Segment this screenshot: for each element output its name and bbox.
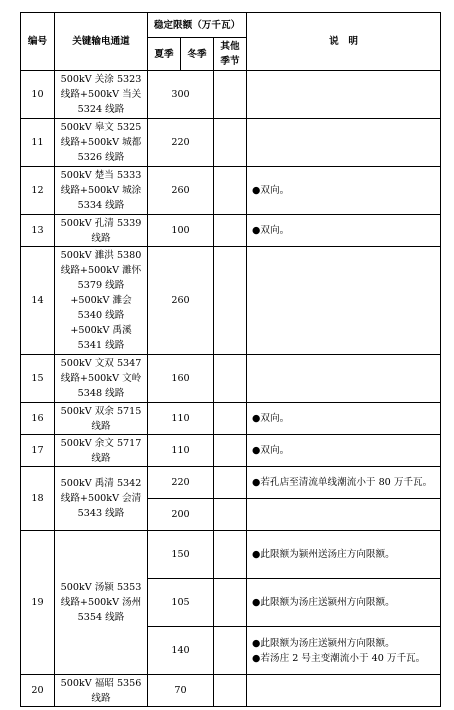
- row-note: [247, 675, 441, 707]
- row-note: ●双向。: [247, 435, 441, 467]
- row-other: [214, 247, 247, 355]
- table-row: [21, 675, 441, 707]
- table-row: [21, 215, 441, 247]
- row-no: 15: [21, 355, 55, 403]
- row-channel: 500kV 关涂 5323 线路+500kV 当关 5324 线路: [55, 71, 148, 119]
- table-row: [21, 403, 441, 435]
- row-note: ●若孔店至清流单线潮流小于 80 万千瓦。: [247, 467, 441, 499]
- row-other: [214, 675, 247, 707]
- row-other: [214, 71, 247, 119]
- row-no: 11: [21, 119, 55, 167]
- table-row: [21, 167, 441, 215]
- table-row: [21, 71, 441, 119]
- row-other: [214, 579, 247, 627]
- header-no: 编号: [21, 13, 55, 71]
- row-no: 17: [21, 435, 55, 467]
- row-note: [247, 355, 441, 403]
- row-limit: 260: [148, 167, 214, 215]
- row-limit: 140: [148, 627, 214, 675]
- row-limit: 110: [148, 435, 214, 467]
- row-other: [214, 499, 247, 531]
- header-winter: 冬季: [181, 38, 214, 71]
- row-other: [214, 215, 247, 247]
- row-note: ●双向。: [247, 167, 441, 215]
- table-row: [21, 467, 441, 499]
- row-channel: 500kV 孔清 5339 线路: [55, 215, 148, 247]
- row-limit: 260: [148, 247, 214, 355]
- header-channel: 关键输电通道: [55, 13, 148, 71]
- header-limit: 稳定限额（万千瓦）: [148, 13, 247, 38]
- row-limit: 200: [148, 499, 214, 531]
- row-note: ●双向。: [247, 403, 441, 435]
- table-row: [21, 435, 441, 467]
- row-note: [247, 247, 441, 355]
- row-note: [247, 627, 441, 675]
- row-note: ●此限额为汤庄送颍州方向限额。: [247, 579, 441, 627]
- row-limit: 220: [148, 467, 214, 499]
- row-other: [214, 531, 247, 579]
- row-no: 19: [21, 531, 55, 675]
- row-note-line: ●若汤庄 2 号主变潮流小于 40 万千瓦。: [252, 652, 426, 664]
- row-limit: 300: [148, 71, 214, 119]
- row-channel: 500kV 濉洪 5380 线路+500kV 濉怀 5379 线路 +500kV 濉会 5340 线路 +500kV 禹溪 5341 线路: [55, 247, 148, 355]
- table-row: [21, 355, 441, 403]
- row-note: [247, 499, 441, 531]
- row-note: ●双向。: [247, 215, 441, 247]
- row-limit: 160: [148, 355, 214, 403]
- stability-limit-table: [20, 12, 441, 707]
- row-channel: 500kV 楚当 5333 线路+500kV 城涂 5334 线路: [55, 167, 148, 215]
- row-channel: 500kV 文双 5347 线路+500kV 文岭 5348 线路: [55, 355, 148, 403]
- row-note: [247, 71, 441, 119]
- row-limit: 220: [148, 119, 214, 167]
- table-row: [21, 531, 441, 579]
- row-limit: 70: [148, 675, 214, 707]
- row-other: [214, 355, 247, 403]
- header-note: 说 明: [247, 13, 441, 71]
- row-channel: 500kV 双余 5715 线路: [55, 403, 148, 435]
- table-row: [21, 247, 441, 355]
- row-other: [214, 435, 247, 467]
- row-no: 20: [21, 675, 55, 707]
- header-summer: 夏季: [148, 38, 181, 71]
- row-other: [214, 403, 247, 435]
- row-limit: 150: [148, 531, 214, 579]
- row-no: 13: [21, 215, 55, 247]
- row-channel: 500kV 余文 5717 线路: [55, 435, 148, 467]
- row-limit: 100: [148, 215, 214, 247]
- row-limit: 110: [148, 403, 214, 435]
- row-other: [214, 167, 247, 215]
- row-other: [214, 119, 247, 167]
- row-no: 10: [21, 71, 55, 119]
- table-row: [21, 119, 441, 167]
- row-no: 12: [21, 167, 55, 215]
- row-note: ●此限额为颍州送汤庄方向限额。: [247, 531, 441, 579]
- row-note-line: ●此限额为汤庄送颍州方向限额。: [252, 637, 395, 649]
- row-note: [247, 119, 441, 167]
- row-other: [214, 467, 247, 499]
- row-no: 16: [21, 403, 55, 435]
- row-channel: 500kV 皋文 5325 线路+500kV 城都 5326 线路: [55, 119, 148, 167]
- row-no: 18: [21, 467, 55, 531]
- row-limit: 105: [148, 579, 214, 627]
- row-channel: 500kV 汤颍 5353 线路+500kV 汤州 5354 线路: [55, 531, 148, 675]
- header-other: 其他季节: [214, 38, 247, 71]
- row-other: [214, 627, 247, 675]
- row-channel: 500kV 禹清 5342 线路+500kV 会清 5343 线路: [55, 467, 148, 531]
- row-no: 14: [21, 247, 55, 355]
- row-channel: 500kV 福昭 5356 线路: [55, 675, 148, 707]
